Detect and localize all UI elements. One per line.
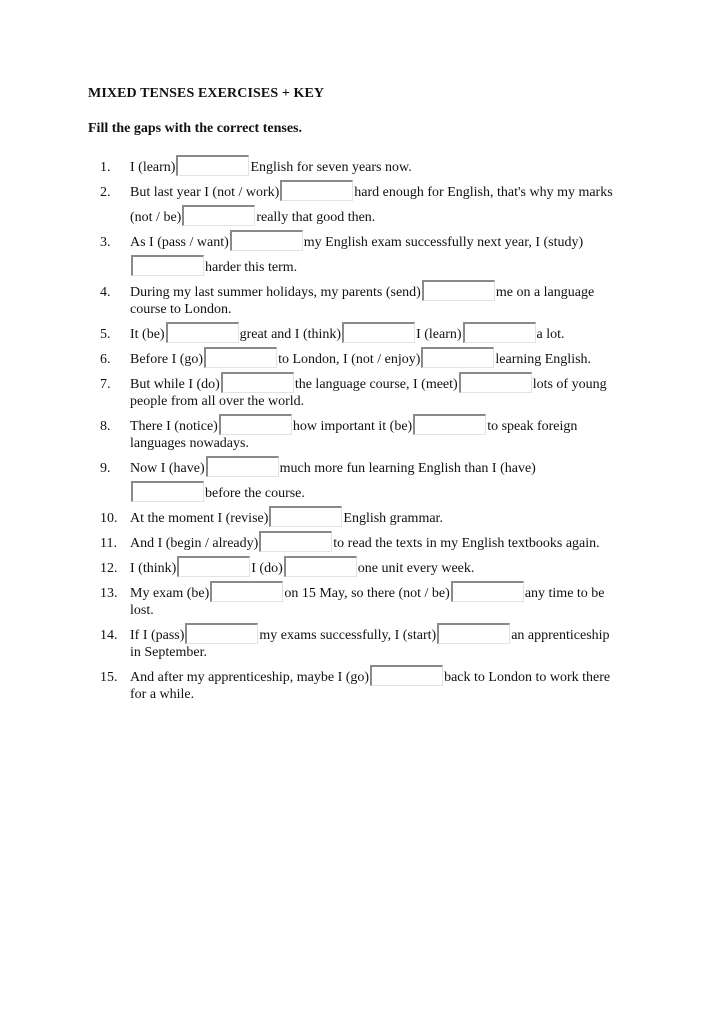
item-number: 3.	[100, 235, 111, 250]
item-text: lots of young	[532, 377, 607, 392]
answer-gap-input[interactable]	[269, 506, 342, 527]
answer-gap-input[interactable]	[259, 531, 332, 552]
item-text: lost.	[130, 603, 154, 618]
item-number: 1.	[100, 160, 111, 175]
item-text: I (learn)	[416, 327, 462, 342]
item-text: a lot.	[536, 327, 565, 342]
answer-gap-input[interactable]	[459, 372, 532, 393]
item-text: languages nowadays.	[130, 436, 249, 451]
item-line	[130, 204, 375, 226]
item-number: 8.	[100, 419, 111, 434]
item-line	[130, 639, 207, 661]
item-line	[130, 681, 194, 703]
item-text: much more fun learning English than I (have)	[279, 461, 536, 476]
item-text: my exams successfully, I (start)	[259, 628, 437, 643]
answer-gap-input[interactable]	[210, 581, 283, 602]
item-line	[130, 505, 443, 527]
item-text: how important it (be)	[292, 419, 413, 434]
item-text: During my last summer holidays, my parents (send)	[130, 285, 421, 300]
item-text: It (be)	[130, 327, 165, 342]
item-text: course to London.	[130, 302, 232, 317]
item-line	[130, 597, 154, 619]
item-text: But while I (do)	[130, 377, 220, 392]
item-text: to read the texts in my English textbooks again.	[333, 536, 600, 551]
item-line	[130, 664, 610, 686]
item-line	[130, 254, 297, 276]
answer-gap-input[interactable]	[280, 180, 353, 201]
answer-gap-input[interactable]	[421, 347, 494, 368]
item-line	[130, 430, 249, 452]
item-text: English grammar.	[343, 511, 443, 526]
item-text: I (do)	[251, 561, 283, 576]
item-text: I (think)	[130, 561, 177, 576]
item-text: before the course.	[205, 486, 305, 501]
item-number: 12.	[100, 561, 118, 576]
item-text: the language course, I (meet)	[294, 377, 458, 392]
item-text: And after my apprenticeship, maybe I (go)	[130, 670, 370, 685]
answer-gap-input[interactable]	[206, 456, 279, 477]
answer-gap-input[interactable]	[437, 623, 510, 644]
item-text: hard enough for English, that's why my marks	[354, 185, 613, 200]
answer-gap-input[interactable]	[422, 280, 495, 301]
answer-gap-input[interactable]	[230, 230, 303, 251]
answer-gap-input[interactable]	[284, 556, 357, 577]
item-line	[130, 321, 565, 343]
item-number: 4.	[100, 285, 111, 300]
page-title: MIXED TENSES EXERCISES + KEY	[88, 86, 325, 101]
item-number: 15.	[100, 670, 118, 685]
item-text: English for seven years now.	[250, 160, 412, 175]
item-text: harder this term.	[205, 260, 298, 275]
item-text: As I (pass / want)	[130, 235, 229, 250]
item-line	[130, 455, 536, 477]
answer-gap-input[interactable]	[182, 205, 255, 226]
item-text: back to London to work there	[444, 670, 611, 685]
item-text: on 15 May, so there (not / be)	[284, 586, 450, 601]
item-text: (not / be)	[130, 210, 182, 225]
answer-gap-input[interactable]	[166, 322, 239, 343]
item-number: 9.	[100, 461, 111, 476]
answer-gap-input[interactable]	[131, 481, 204, 502]
item-line	[130, 530, 600, 552]
item-number: 10.	[100, 511, 118, 526]
item-text: I (learn)	[130, 160, 176, 175]
item-text: really that good then.	[256, 210, 376, 225]
item-text: an apprenticeship	[511, 628, 610, 643]
item-text: for a while.	[130, 687, 195, 702]
answer-gap-input[interactable]	[451, 581, 524, 602]
item-text: people from all over the world.	[130, 394, 305, 409]
item-number: 14.	[100, 628, 118, 643]
item-text: If I (pass)	[130, 628, 185, 643]
answer-gap-input[interactable]	[413, 414, 486, 435]
item-line	[130, 346, 591, 368]
item-text: And I (begin / already)	[130, 536, 259, 551]
item-line	[130, 296, 231, 318]
item-line	[130, 154, 412, 176]
item-text: me on a language	[495, 285, 595, 300]
answer-gap-input[interactable]	[176, 155, 249, 176]
item-text: any time to be	[524, 586, 605, 601]
item-text: to London, I (not / enjoy)	[278, 352, 421, 367]
item-text: At the moment I (revise)	[130, 511, 269, 526]
item-number: 2.	[100, 185, 111, 200]
item-text: My exam (be)	[130, 586, 210, 601]
item-text: my English exam successfully next year, I (study)	[303, 235, 584, 250]
item-line	[130, 179, 613, 201]
answer-gap-input[interactable]	[204, 347, 277, 368]
item-line	[130, 229, 583, 251]
answer-gap-input[interactable]	[370, 665, 443, 686]
item-number: 5.	[100, 327, 111, 342]
item-line	[130, 555, 474, 577]
answer-gap-input[interactable]	[463, 322, 536, 343]
item-number: 13.	[100, 586, 118, 601]
item-text: There I (notice)	[130, 419, 218, 434]
item-text: learning English.	[495, 352, 592, 367]
item-text: Before I (go)	[130, 352, 204, 367]
item-text: in September.	[130, 645, 207, 660]
item-line	[130, 388, 304, 410]
instruction-text: Fill the gaps with the correct tenses.	[88, 121, 302, 136]
item-line	[130, 480, 305, 502]
item-text: one unit every week.	[357, 561, 475, 576]
answer-gap-input[interactable]	[342, 322, 415, 343]
item-line	[130, 580, 605, 602]
item-text: Now I (have)	[130, 461, 205, 476]
answer-gap-input[interactable]	[131, 255, 204, 276]
item-number: 11.	[100, 536, 117, 551]
item-number: 7.	[100, 377, 111, 392]
item-number: 6.	[100, 352, 111, 367]
item-text: to speak foreign	[487, 419, 578, 434]
answer-gap-input[interactable]	[177, 556, 250, 577]
item-text: great and I (think)	[239, 327, 342, 342]
item-text: But last year I (not / work)	[130, 185, 280, 200]
